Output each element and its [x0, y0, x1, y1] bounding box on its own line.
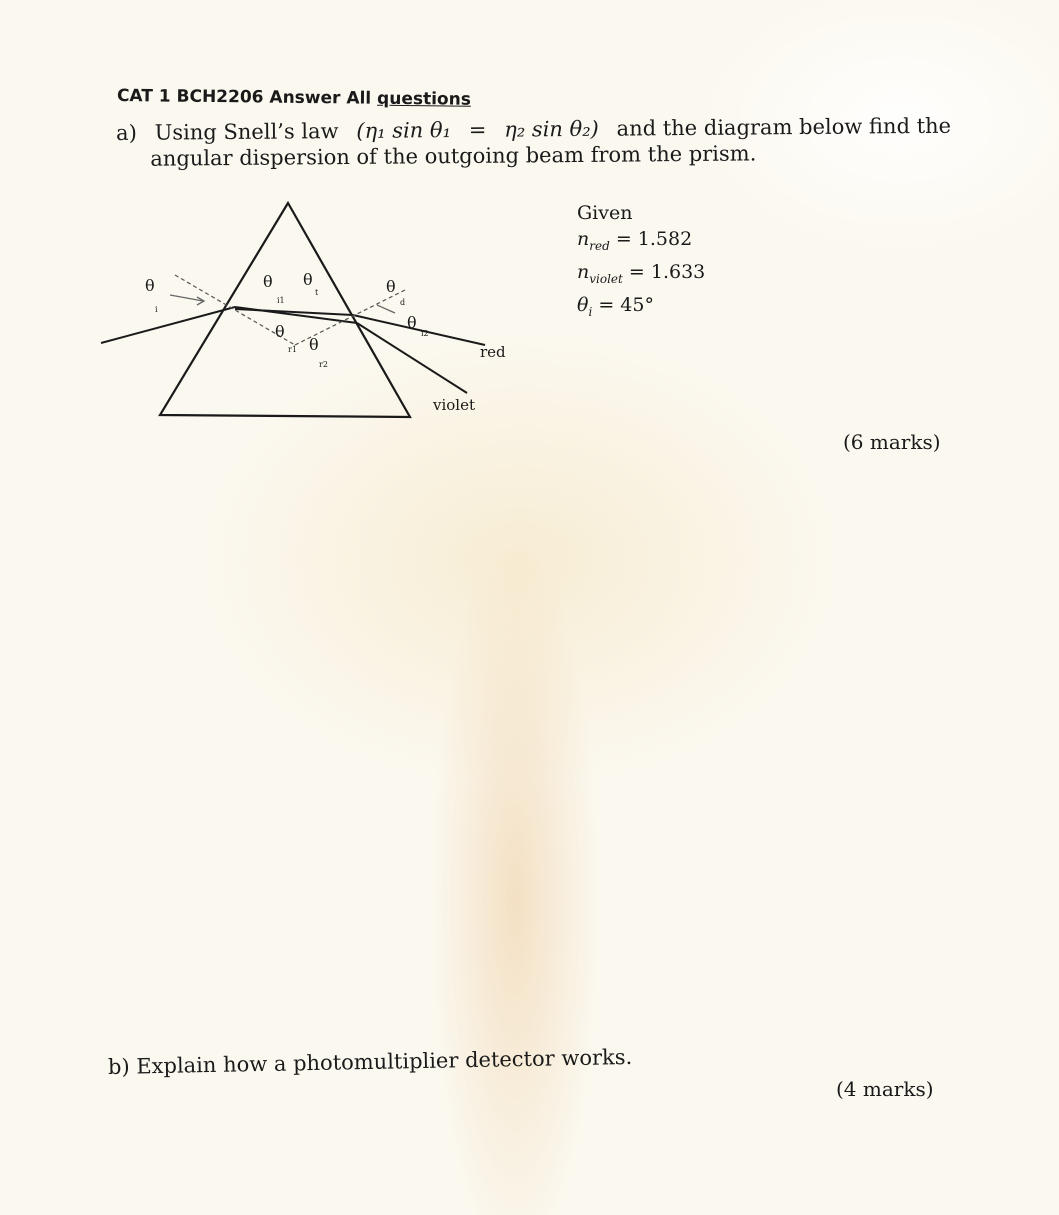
formula-equals: = — [468, 117, 487, 142]
theta-t-sub: t — [315, 288, 319, 297]
theta-r2-sub: r2 — [319, 360, 328, 369]
n-red-row — [577, 226, 705, 259]
n-red-value: = 1.582 — [615, 228, 693, 250]
theta-r1-label: θ — [275, 322, 285, 341]
theta-i1-label: θ — [263, 272, 273, 291]
given-title: Given — [577, 202, 633, 224]
question-a-text-2: and the diagram below find the — [616, 113, 952, 141]
theta-t-label: θ — [303, 270, 313, 289]
prism-triangle — [160, 203, 410, 417]
outgoing-beam-violet — [357, 323, 467, 393]
theta-i-symbol: θ — [577, 293, 589, 316]
question-a-line-2: angular dispersion of the outgoing beam from the prism. — [150, 141, 757, 171]
theta-i2-label: θ — [407, 313, 417, 332]
theta-i-sub: i — [155, 305, 158, 314]
theta-i1-sub: i1 — [277, 296, 285, 305]
question-a-marks: (6 marks) — [843, 430, 941, 454]
theta-i-sub-given: i — [588, 304, 593, 319]
theta-i2-sub: i2 — [421, 329, 429, 338]
n-violet-sub: violet — [589, 271, 623, 286]
n-violet-symbol: n — [577, 260, 590, 283]
arrow-exit — [377, 305, 395, 313]
question-b — [108, 1045, 633, 1079]
red-label: red — [480, 343, 506, 361]
theta-r1-sub: r1 — [288, 345, 297, 354]
given-values — [577, 200, 705, 324]
outgoing-beam-red — [353, 315, 485, 345]
question-b-marks: (4 marks) — [836, 1077, 934, 1101]
theta-d-sub: d — [400, 298, 406, 307]
theta-i-row — [577, 292, 705, 325]
question-b-text: Explain how a photomultiplier detector works. — [136, 1044, 633, 1079]
question-b-label: b) — [107, 1054, 130, 1079]
theta-r2-label: θ — [309, 335, 319, 354]
theta-i-value: = 45° — [598, 293, 654, 316]
violet-label: violet — [433, 396, 476, 414]
prism-diagram — [95, 195, 525, 425]
question-a-text-1: Using Snell’s law — [154, 119, 339, 145]
n-red-sub: red — [589, 238, 610, 253]
n-violet-row — [577, 259, 705, 292]
question-a-label: a) — [116, 120, 137, 145]
title-underlined: questions — [377, 88, 471, 110]
n-violet-value: = 1.633 — [628, 260, 706, 283]
n-red-symbol: n — [577, 228, 590, 250]
formula-right: η₂ sin θ₂) — [504, 116, 599, 142]
arrow-incident — [170, 295, 204, 305]
title-prefix: CAT 1 BCH2206 Answer All — [116, 86, 372, 109]
theta-i-label: θ — [145, 276, 155, 295]
question-a — [116, 113, 951, 172]
formula-left: (η₁ sin θ₁ — [356, 118, 452, 143]
page-title — [117, 86, 471, 110]
theta-d-label: θ — [386, 277, 396, 296]
